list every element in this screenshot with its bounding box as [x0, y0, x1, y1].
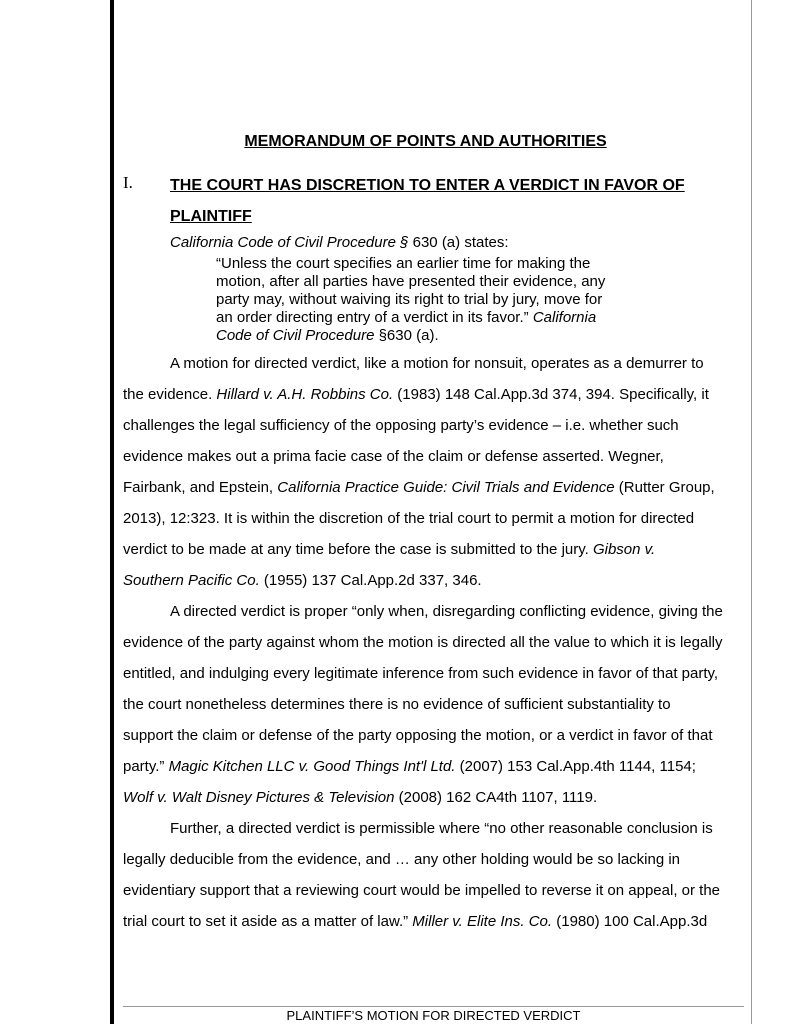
case-citation: Gibson v. — [592, 541, 656, 558]
case-citation: Magic Kitchen LLC v. Good Things Int'l Ltd. — [168, 758, 456, 775]
text-line: the evidence. Hillard v. A.H. Robbins Co. (1983) 148 Cal.App.3d 374, 394. Specifically, it — [123, 386, 709, 403]
section-number: I. — [123, 173, 133, 192]
quote-line: §630 (a). — [374, 327, 439, 344]
page-footer: PLAINTIFF’S MOTION FOR DIRECTED VERDICT — [286, 1008, 581, 1023]
quote-line: “Unless the court specifies an earlier time for making the — [216, 255, 591, 272]
quote-citation: California — [532, 309, 597, 326]
paragraph-3 — [123, 813, 748, 937]
text-line: Southern Pacific Co. (1955) 137 Cal.App.2d 337, 346. — [123, 572, 482, 589]
text-line: Wolf v. Walt Disney Pictures & Television (2008) 162 CA4th 1107, 1119. — [123, 789, 598, 806]
left-margin-rule — [110, 0, 114, 1024]
quote-line: an order directing entry of a verdict in its favor.” — [216, 309, 533, 326]
text-line: evidence of the party against whom the motion is directed all the value to which it is legally — [123, 634, 723, 651]
text-line: A directed verdict is proper “only when, disregarding conflicting evidence, giving the — [170, 603, 723, 620]
section-title-line2: PLAINTIFF — [170, 208, 252, 225]
text-line: trial court to set it aside as a matter of law.” Miller v. Elite Ins. Co. (1980) 100 Cal.App.3d — [123, 913, 708, 930]
text-line: challenges the legal sufficiency of the opposing party’s evidence – i.e. whether such — [123, 417, 679, 434]
section-title-line1: THE COURT HAS DISCRETION TO ENTER A VERDICT IN FAVOR OF — [170, 177, 685, 194]
text-line: legally deducible from the evidence, and … any other holding would be so lacking in — [123, 851, 681, 868]
text-line: party.” Magic Kitchen LLC v. Good Things Int'l Ltd. (2007) 153 Cal.App.4th 1144, 1154; — [123, 758, 696, 775]
text-line: evidence makes out a prima facie case of the claim or defense asserted. Wegner, — [123, 448, 664, 465]
code-intro — [170, 234, 509, 252]
text-line: Further, a directed verdict is permissible where “no other reasonable conclusion is — [170, 820, 713, 837]
code-intro-rest: 630 (a) states: — [408, 234, 509, 251]
case-citation: Southern Pacific Co. — [123, 572, 260, 589]
text-line: support the claim or defense of the party opposing the motion, or a verdict in favor of that — [123, 727, 713, 744]
code-cite: California Code of Civil Procedure § — [170, 234, 409, 251]
text-line: Fairbank, and Epstein, California Practice Guide: Civil Trials and Evidence (Rutter Group, — [123, 479, 715, 496]
text-line: entitled, and indulging every legitimate inference from such evidence in favor of that party, — [123, 665, 719, 682]
case-citation: Miller v. Elite Ins. Co. — [412, 913, 553, 930]
quote-line: party may, without waiving its right to trial by jury, move for — [216, 291, 603, 308]
text-line: A motion for directed verdict, like a motion for nonsuit, operates as a demurrer to — [170, 355, 704, 372]
text-line: verdict to be made at any time before the case is submitted to the jury. Gibson v. — [123, 541, 656, 558]
case-citation: Wolf v. Walt Disney Pictures & Television — [123, 789, 395, 806]
block-quote — [216, 255, 631, 345]
text-line: 2013), 12:323. It is within the discretion of the trial court to permit a motion for directed — [123, 510, 695, 527]
case-citation: Hillard v. A.H. Robbins Co. — [216, 386, 394, 403]
section-title — [170, 170, 745, 232]
text-line: evidentiary support that a reviewing court would be impelled to reverse it on appeal, or the — [123, 882, 721, 899]
paragraph-2 — [123, 596, 748, 813]
right-margin-rule — [751, 0, 752, 1024]
footer-rule — [123, 1006, 744, 1007]
text-line: the court nonetheless determines there is no evidence of sufficient substantiality to — [123, 696, 671, 713]
quote-line: motion, after all parties have presented their evidence, any — [216, 273, 606, 290]
memorandum-heading: MEMORANDUM OF POINTS AND AUTHORITIES — [244, 133, 607, 150]
treatise-citation: California Practice Guide: Civil Trials and Evidence — [277, 479, 615, 496]
quote-citation: Code of Civil Procedure — [216, 327, 375, 344]
paragraph-1 — [123, 348, 748, 596]
